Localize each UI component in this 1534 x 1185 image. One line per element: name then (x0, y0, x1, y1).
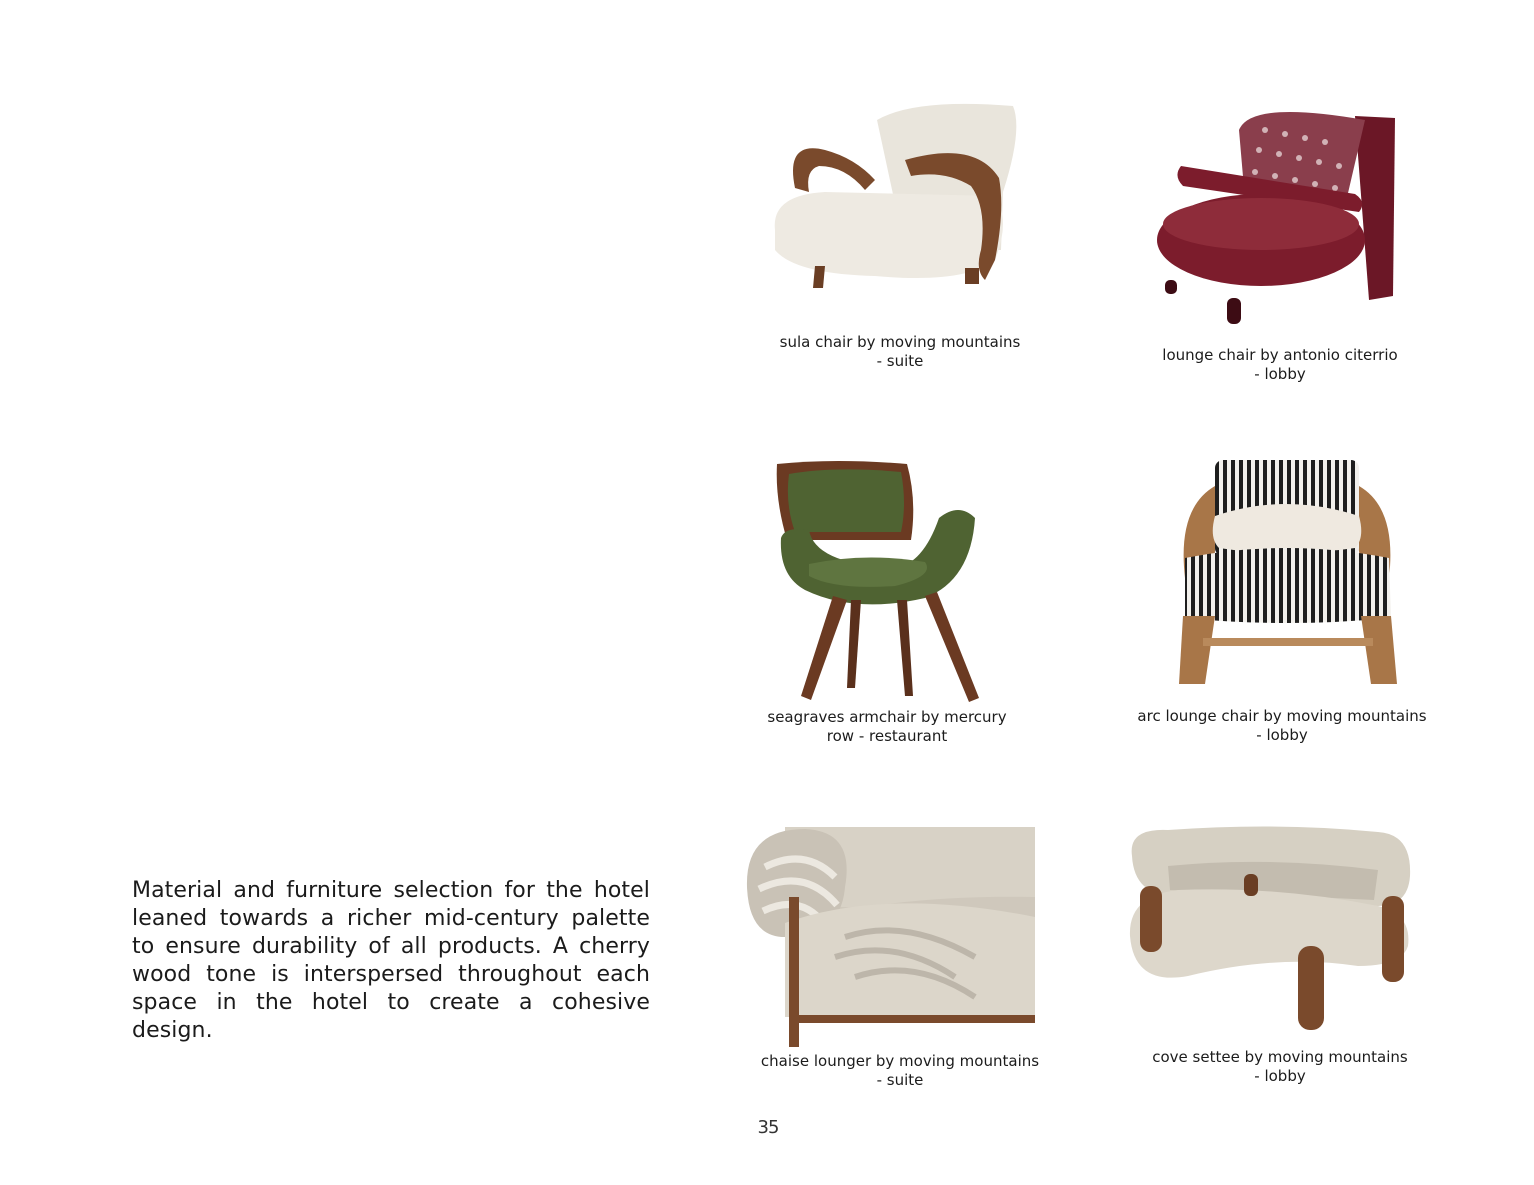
seagraves-armchair-image (775, 460, 985, 702)
product-name: arc lounge chair by moving mountains (1137, 707, 1427, 725)
product-name: sula chair by moving mountains (779, 333, 1021, 351)
product-location: - lobby (1256, 726, 1308, 744)
chaise-lounger-image (745, 827, 1035, 1050)
caption-lounge-chair (1130, 346, 1430, 384)
caption-cove-settee (1120, 1048, 1440, 1086)
product-name: lounge chair by antonio citerrio (1162, 346, 1398, 364)
cove-settee-image (1128, 826, 1413, 1032)
product-location: - suite (876, 352, 924, 370)
caption-arc-lounge-chair (1122, 707, 1442, 745)
sula-chair-image (765, 100, 1025, 300)
lounge-chair-image (1155, 100, 1400, 330)
product-name: cove settee by moving mountains (1152, 1048, 1408, 1066)
caption-chaise-lounger (740, 1052, 1060, 1090)
product-name: seagraves armchair by mercury (767, 708, 1007, 726)
caption-sula-chair (750, 333, 1050, 371)
product-location: - suite (876, 1071, 924, 1089)
body-text: Material and furniture selection for the hotel leaned towards a richer mid-century palette to ensure durability of all products. A cherry wood tone is interspersed throughout each space in the hotel to create a cohesive design. (132, 878, 650, 1043)
product-name: chaise lounger by moving mountains (760, 1052, 1040, 1070)
page-number: 35 (757, 1117, 779, 1138)
arc-lounge-chair-image (1175, 458, 1400, 686)
product-location: - lobby (1254, 1067, 1306, 1085)
caption-seagraves-armchair (737, 708, 1037, 746)
product-location: - lobby (1254, 365, 1306, 383)
product-location: row - restaurant (826, 727, 948, 745)
